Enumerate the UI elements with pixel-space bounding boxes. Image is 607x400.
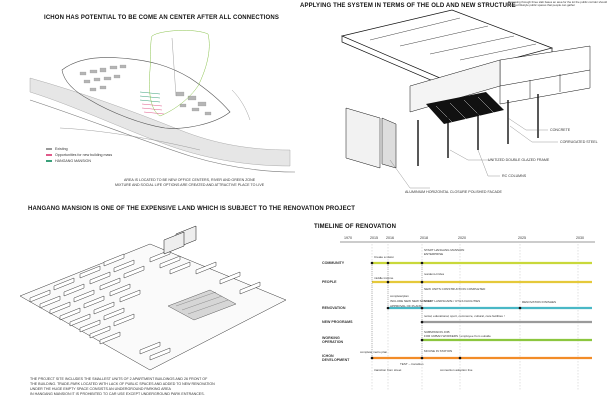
event-note: NEW UNITS CONSTRUCTION COMPLETED [424, 287, 486, 291]
event-note: complete/plan [390, 294, 409, 298]
label-rc-columns: RC COLUMNS [502, 174, 527, 178]
mansion-title: HANGANG MANSION IS ONE OF THE EXPENSIVE LAND WHICH IS SUBJECT TO THE RENOVATION PROJECT [28, 206, 356, 212]
event-note: RENOVATION FINISHES [522, 300, 557, 304]
event-note: START HANGANG MANSION ENTERPRISE [424, 248, 465, 256]
legend-opportunities [46, 153, 112, 157]
site-plan-drawing [0, 0, 300, 200]
timeline-title: TIMELINE OF RENOVATION [314, 224, 397, 230]
event-note: rental, educational, sport, commerce, cultural, care facilities ! [424, 314, 505, 318]
hangang-mansion-blocks [140, 92, 164, 114]
row-label-ichon: ICHON DEVELOPMENT [322, 354, 350, 362]
year-label: 2025 [518, 236, 526, 240]
caption-line: THE PROJECT SITE INCLUDES THE SMALLEST UNITS OF 2 APARTMENT BUILDINGS AND 26 FRONT OF [30, 377, 208, 381]
row-label-renovation: RENOVATION [322, 306, 346, 310]
caption-line: MIXTURE AND SOCIAL LIFE OPTIONS ARE CREATED AND ATTRACTIVE PLACE TO LIVE [115, 182, 265, 187]
leader-lines [390, 118, 558, 188]
structure-title: APPLYING THE SYSTEM IN TERMS OF THE OLD AND NEW STRUCTURE [300, 3, 516, 9]
glass-panels [346, 108, 396, 168]
row-label-new-programs: NEW PROGRAMS [322, 320, 353, 324]
caption-line: IN HANGANG MANSION IT IS PROHIBITED TO CAR USE EXCEPT UNDERGROUND PARK ENTRANCES. [30, 392, 205, 396]
legend-label: Opportunities for new building mass [55, 153, 113, 157]
tower-blocks [164, 226, 196, 254]
event-note: Create a vision [374, 255, 395, 259]
label-facade: ALUMINIUM HORIZONTAL CLOSURE POLISHED FACADE [405, 190, 502, 194]
label-glazed-frame: UNITIZED DOUBLE GLAZED FRAME [488, 158, 550, 162]
caption-line: AREA IS LOCATED TO BE NEW OFFICE CENTERS, RIVER AND GREEN ZONE [123, 178, 256, 182]
legend-existing [46, 147, 68, 151]
event-note: APPROVAL OF PLANS [390, 304, 422, 308]
event-note: FOR URBAN WORKERS / employee from outside [424, 334, 491, 338]
mansion-caption [30, 377, 215, 397]
year-label: 2016 [386, 236, 394, 240]
event-note: complete metro plan [360, 350, 388, 354]
legend-hangang [46, 159, 91, 163]
year-label: 2020 [458, 236, 466, 240]
legend-swatch [46, 160, 52, 162]
year-label: 2015 [370, 236, 378, 240]
row-label-working: WORKING OPERATION [322, 336, 344, 344]
notes-line: to mixed lifestyle public spaces that people can gather [508, 3, 576, 8]
axonometric-drawing [300, 0, 600, 200]
year-label: 2030 [576, 236, 584, 240]
notes-line: Removing through three slab bases an area for the lot the public corridor should [508, 0, 607, 4]
event-note: TEST -- transition [400, 362, 424, 366]
structure-panel [300, 0, 607, 200]
event-note: transition from street [374, 368, 402, 372]
event-note: START LANDSCAPE / UTILS FACILITIES [424, 299, 481, 303]
row-label-community: COMMUNITY [322, 261, 345, 265]
event-note: middle income [374, 276, 394, 280]
row-label-people: PEOPLE [322, 280, 337, 284]
year-label: 1970 [344, 236, 352, 240]
legend-label: HANGANG MANSION [55, 159, 91, 163]
event-note: INCLUDE NEW NEW SPACES [390, 299, 432, 303]
road [232, 90, 250, 120]
site-plan-caption [115, 178, 264, 187]
timeline-panel [300, 200, 600, 400]
caption-line: UNDER THE HUGE EMPTY SPACE CONSISTS AN UNDERGROUND PARKING AREA [30, 387, 171, 391]
event-note: SUBMISSION JOB [424, 330, 450, 334]
event-note: connection adoption line [440, 368, 473, 372]
legend-swatch [46, 148, 52, 150]
event-note: MOUSE IN STATION [424, 349, 453, 353]
legend-swatch [46, 154, 52, 156]
legend-label: Existing [55, 147, 68, 151]
caption-line: THE BUILDING. TRADE-PARK LOCATED WITH LACK OF PUBLIC SPACES AND ADDED TO NEW RENOVATION [30, 382, 215, 386]
label-concrete: CONCRETE [550, 128, 571, 132]
event-note: resident-circles [424, 272, 445, 276]
label-corrugated-steel: CORRUGATED STEEL [560, 140, 598, 144]
year-label: 2018 [420, 236, 428, 240]
site-plan-panel [0, 0, 300, 200]
mansion-drawing [0, 200, 300, 400]
road [172, 38, 176, 96]
site-plan-title: ICHON HAS POTENTIAL TO BE COME AN CENTER AFTER ALL CONNECTIONS [44, 15, 279, 21]
